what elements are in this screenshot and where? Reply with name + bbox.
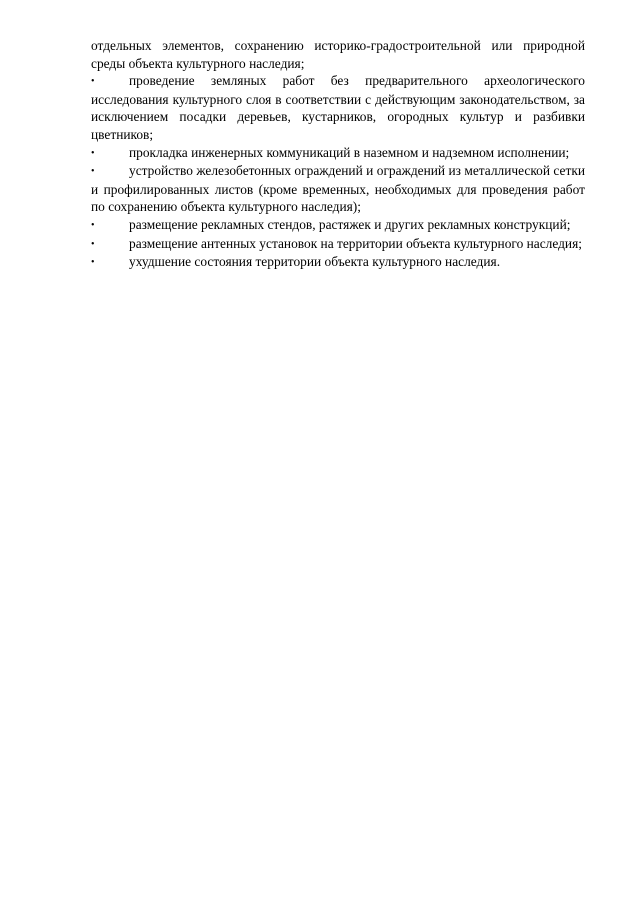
list-item-text: ухудшение состояния территории объекта культурного наследия. (129, 254, 501, 270)
bullet-icon: • (91, 76, 95, 88)
bullet-icon: • (91, 219, 95, 231)
list-item (91, 72, 585, 143)
document-body (91, 37, 585, 272)
bullet-icon: • (91, 238, 95, 250)
bullet-icon: • (91, 257, 95, 269)
intro-paragraph: отдельных элементов, сохранению историко-градостроительной или природной среды объекта культурного наследия; (91, 38, 585, 71)
list-item-text: прокладка инженерных коммуникаций в наземном и надземном исполнении; (129, 144, 570, 160)
list-item-text: размещение рекламных стендов, растяжек и других рекламных конструкций; (129, 216, 571, 232)
bullet-icon: • (91, 147, 95, 159)
list-item-text: размещение антенных установок на территории объекта культурного наследия; (129, 235, 582, 251)
bullet-icon: • (91, 166, 95, 178)
list-item-text: проведение земляных работ без предварительного археологического исследования культурного слоя в соответствии с действующим законодательством, за исключением посадки деревьев, кустарников, огородных культур и разбивки цветников; (91, 73, 585, 142)
list-item (91, 216, 585, 235)
list-item (91, 162, 585, 216)
list-item (91, 235, 585, 254)
list-item (91, 253, 585, 272)
list-item-text: устройство железобетонных ограждений и ограждений из металлической сетки и профилированных листов (кроме временных, необходимых для проведения работ по сохранению объекта культурного наследия); (91, 163, 585, 215)
list-item (91, 144, 585, 163)
